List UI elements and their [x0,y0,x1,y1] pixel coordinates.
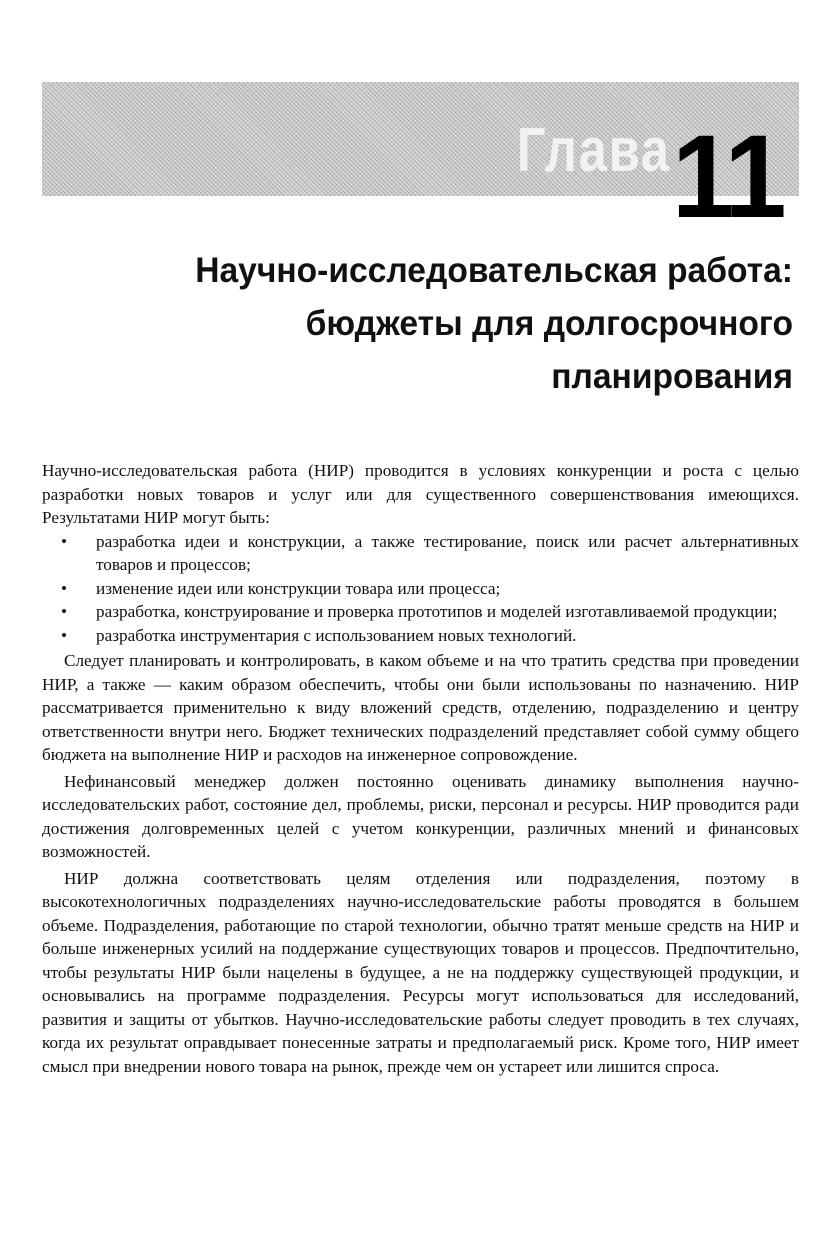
chapter-title [53,244,793,403]
results-list [42,530,799,648]
chapter-word: Глава [517,116,671,185]
list-item: • изменение идеи или конструкции товара или процесса; [42,577,799,601]
chapter-title-line: бюджеты для долгосрочного [305,304,793,343]
list-item: • разработка инструментария с использованием новых технологий. [42,624,799,648]
list-item: • разработка, конструирование и проверка прототипов и моделей изготавливаемой продукции; [42,600,799,624]
intro-paragraph: Научно-исследовательская работа (НИР) проводится в условиях конкуренции и роста с целью разработки новых товаров и услуг или для существенного совершенствования имеющихся. Результатами НИР могут быть: [42,461,799,527]
chapter-title-line: планирования [551,357,793,396]
list-item: • разработка идеи и конструкции, а также тестирование, поиск или расчет альтернативных товаров и процессов; [42,530,799,577]
body-paragraph: НИР должна соответствовать целям отделения или подразделения, поэтому в высокотехнологичных подразделениях научно-исследовательские работы проводятся в большем объеме. Подразделения, работающие по старой технологии, обычно тратят меньше средств на НИР и больше инженерных усилий на поддержание существующих товаров и процессов. Предпочтительно, чтобы результаты НИР были нацелены в будущее, а не на поддержку существующей продукции, и основывались на программе подразделения. Ресурсы могут использоваться для исследований, развития и защиты от убытков. Научно-исследовательские работы следует проводить в тех случаях, когда их результат оправдывает понесенные затраты и предполагаемый риск. Кроме того, НИР имеет смысл при внедрении нового товара на рынок, прежде чем он устареет или лишится спроса. [42,868,799,1076]
chapter-number: 11 [672,111,783,243]
chapter-body [42,459,799,1078]
chapter-title-line: Научно-исследовательская работа: [195,251,793,290]
body-paragraph: Нефинансовый менеджер должен постоянно оценивать динамику выполнения научно-исследовательских работ, состояние дел, проблемы, риски, персонал и ресурсы. НИР проводится ради достижения долговременных целей с учетом конкуренции, различных мнений и финансовых возможностей. [42,771,799,861]
body-paragraph: Следует планировать и контролировать, в каком объеме и на что тратить средства при проведении НИР, а также — каким образом обеспечить, чтобы они были использованы по назначению. НИР рассматривается применительно к виду вложений средств, отделению, подразделению и центру ответственности внутри него. Бюджет технических подразделений представляет собой сумму общего бюджета на выполнение НИР и расходов на инженерное сопровождение. [42,651,799,764]
